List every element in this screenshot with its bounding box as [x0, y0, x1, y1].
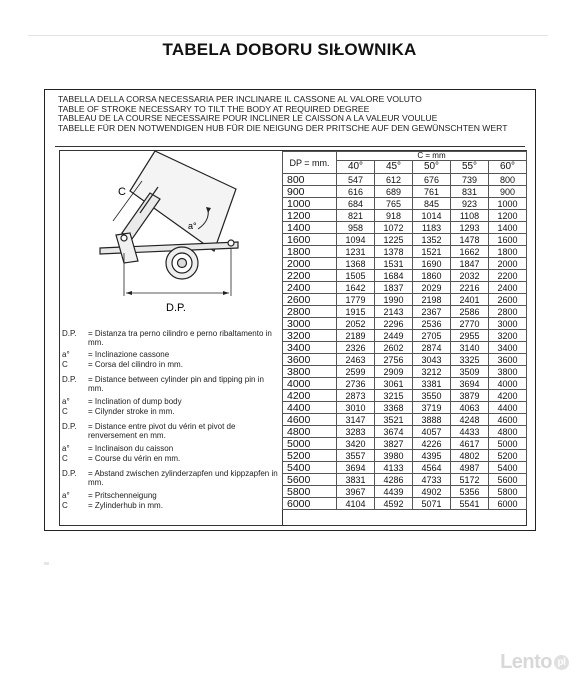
cylinder-pivot — [121, 235, 127, 241]
stroke-cell: 1600 — [489, 234, 527, 246]
stroke-cell: 800 — [489, 174, 527, 186]
stroke-cell: 3694 — [451, 378, 489, 390]
stroke-cell: 900 — [489, 186, 527, 198]
stroke-cell: 1690 — [413, 258, 451, 270]
stroke-cell: 2463 — [337, 354, 375, 366]
table-row — [283, 486, 527, 498]
tipper-diagram — [60, 151, 282, 327]
stroke-cell: 4617 — [451, 438, 489, 450]
stroke-cell: 4395 — [413, 450, 451, 462]
stroke-cell: 5172 — [451, 474, 489, 486]
dp-cell: 4200 — [283, 390, 337, 402]
stroke-cell: 4104 — [337, 498, 375, 510]
stroke-cell: 2600 — [489, 294, 527, 306]
angle-header-cell: 45° — [375, 161, 413, 174]
stroke-cell: 1378 — [375, 246, 413, 258]
stroke-cell: 2000 — [489, 258, 527, 270]
table-row — [283, 414, 527, 426]
dp-cell: 3400 — [283, 342, 337, 354]
stroke-cell: 1072 — [375, 222, 413, 234]
stroke-cell: 3550 — [413, 390, 451, 402]
stroke-cell: 3557 — [337, 450, 375, 462]
table-row — [283, 258, 527, 270]
stroke-cell: 1505 — [337, 270, 375, 282]
stroke-cell: 4800 — [489, 426, 527, 438]
stroke-cell: 918 — [375, 210, 413, 222]
watermark-logo: Lento pl — [500, 651, 569, 674]
stroke-cell: 1108 — [451, 210, 489, 222]
stroke-table — [282, 151, 527, 510]
stroke-cell: 2705 — [413, 330, 451, 342]
stroke-cell: 4733 — [413, 474, 451, 486]
stroke-cell: 1352 — [413, 234, 451, 246]
stroke-cell: 547 — [337, 174, 375, 186]
table-row — [283, 234, 527, 246]
stroke-cell: 4802 — [451, 450, 489, 462]
dp-cell: 3200 — [283, 330, 337, 342]
stroke-cell: 616 — [337, 186, 375, 198]
stroke-cell: 2955 — [451, 330, 489, 342]
dp-cell: 3600 — [283, 354, 337, 366]
stroke-cell: 3147 — [337, 414, 375, 426]
table-row — [283, 366, 527, 378]
stroke-cell: 5000 — [489, 438, 527, 450]
stroke-cell: 4133 — [375, 462, 413, 474]
stroke-cell: 2909 — [375, 366, 413, 378]
dp-cell: 5600 — [283, 474, 337, 486]
stroke-cell: 3694 — [337, 462, 375, 474]
stroke-cell: 4226 — [413, 438, 451, 450]
stroke-cell: 1368 — [337, 258, 375, 270]
stroke-cell: 1915 — [337, 306, 375, 318]
dp-cell: 3800 — [283, 366, 337, 378]
stroke-cell: 4286 — [375, 474, 413, 486]
stroke-cell: 2326 — [337, 342, 375, 354]
stroke-cell: 3827 — [375, 438, 413, 450]
angle-header-cell: 40° — [337, 161, 375, 174]
table-row — [283, 462, 527, 474]
stroke-cell: 2032 — [451, 270, 489, 282]
stroke-cell: 2599 — [337, 366, 375, 378]
stroke-cell: 923 — [451, 198, 489, 210]
stroke-cell: 3061 — [375, 378, 413, 390]
stroke-cell: 2536 — [413, 318, 451, 330]
stroke-cell: 2770 — [451, 318, 489, 330]
stroke-cell: 761 — [413, 186, 451, 198]
header-divider — [55, 146, 525, 147]
stroke-cell: 3719 — [413, 402, 451, 414]
stroke-cell: 3831 — [337, 474, 375, 486]
header-line-en: TABLE OF STROKE NECESSARY TO TILT THE BODY AT REQUIRED DEGREE — [58, 104, 370, 114]
label-angle: a° — [188, 221, 197, 231]
stroke-cell: 1521 — [413, 246, 451, 258]
top-divider — [28, 35, 548, 36]
stroke-cell: 5400 — [489, 462, 527, 474]
stroke-cell: 3283 — [337, 426, 375, 438]
page-speck — [44, 562, 49, 565]
stroke-cell: 3215 — [375, 390, 413, 402]
dp-cell: 5000 — [283, 438, 337, 450]
stroke-cell: 3325 — [451, 354, 489, 366]
stroke-cell: 5541 — [451, 498, 489, 510]
stroke-cell: 1225 — [375, 234, 413, 246]
table-row — [283, 330, 527, 342]
stroke-cell: 1642 — [337, 282, 375, 294]
stroke-cell: 3043 — [413, 354, 451, 366]
stroke-cell: 3010 — [337, 402, 375, 414]
table-row — [283, 390, 527, 402]
stroke-cell: 3400 — [489, 342, 527, 354]
stroke-cell: 2198 — [413, 294, 451, 306]
page-title: TABELA DOBORU SIŁOWNIKA — [162, 40, 417, 59]
stroke-cell: 2296 — [375, 318, 413, 330]
stroke-cell: 4987 — [451, 462, 489, 474]
stroke-cell: 831 — [451, 186, 489, 198]
stroke-cell: 1000 — [489, 198, 527, 210]
stroke-cell: 684 — [337, 198, 375, 210]
stroke-cell: 3212 — [413, 366, 451, 378]
dp-cell: 2000 — [283, 258, 337, 270]
stroke-cell: 4600 — [489, 414, 527, 426]
stroke-cell: 2874 — [413, 342, 451, 354]
table-row — [283, 186, 527, 198]
table-row — [283, 222, 527, 234]
table-row — [283, 270, 527, 282]
dp-cell: 5400 — [283, 462, 337, 474]
stroke-cell: 4063 — [451, 402, 489, 414]
stroke-cell: 3980 — [375, 450, 413, 462]
stroke-cell: 3420 — [337, 438, 375, 450]
dp-cell: 1600 — [283, 234, 337, 246]
stroke-cell: 5356 — [451, 486, 489, 498]
stroke-cell: 1200 — [489, 210, 527, 222]
stroke-cell: 2449 — [375, 330, 413, 342]
tipping-pivot — [228, 240, 234, 246]
dp-cell: 1200 — [283, 210, 337, 222]
dp-cell: 800 — [283, 174, 337, 186]
dp-column-header: DP = mm. — [283, 152, 337, 174]
diagram-pane: C a° D.P. D.P. = Distanza tra perno cilindro e perno ribaltamento in mm. a° = Inclinazione cassone C = Corsa del cilindro in mm. D.P. = Distance between cylinder pin and tipping pin in mm. a° = Inclination of dump body C = Cilynder stroke in mm. D.P. = Distance entre pivot du vérin et pivot de renversement en mm. a° = Inclinaison du caisson C = Course du vérin en mm. D.P. = Abstand zwischen zylinderzapfen und kippzapfen in mm. a° = Pritschenneigung C = Zylinderhub in mm. — [60, 151, 283, 525]
stroke-cell: 2189 — [337, 330, 375, 342]
table-row — [283, 342, 527, 354]
stroke-cell: 5600 — [489, 474, 527, 486]
stroke-cell: 1293 — [451, 222, 489, 234]
stroke-cell: 4400 — [489, 402, 527, 414]
stroke-cell: 3368 — [375, 402, 413, 414]
dp-cell: 5200 — [283, 450, 337, 462]
table-row — [283, 306, 527, 318]
table-row — [283, 294, 527, 306]
stroke-cell: 3674 — [375, 426, 413, 438]
table-row — [283, 474, 527, 486]
stroke-cell: 4592 — [375, 498, 413, 510]
table-header-text — [58, 95, 528, 133]
dp-cell: 1800 — [283, 246, 337, 258]
document-frame — [44, 89, 536, 531]
stroke-cell: 958 — [337, 222, 375, 234]
stroke-cell: 4902 — [413, 486, 451, 498]
stroke-cell: 2400 — [489, 282, 527, 294]
label-dp: D.P. — [166, 302, 186, 314]
table-row — [283, 198, 527, 210]
stroke-cell: 3800 — [489, 366, 527, 378]
stroke-cell: 2200 — [489, 270, 527, 282]
stroke-cell: 612 — [375, 174, 413, 186]
stroke-cell: 1014 — [413, 210, 451, 222]
dp-cell: 4400 — [283, 402, 337, 414]
stroke-cell: 2143 — [375, 306, 413, 318]
stroke-cell: 1478 — [451, 234, 489, 246]
angle-header-cell: 50° — [413, 161, 451, 174]
stroke-cell: 2736 — [337, 378, 375, 390]
table-row — [283, 378, 527, 390]
stroke-cell: 676 — [413, 174, 451, 186]
table-body — [283, 174, 527, 510]
stroke-cell: 1684 — [375, 270, 413, 282]
stroke-cell: 2800 — [489, 306, 527, 318]
stroke-cell: 3967 — [337, 486, 375, 498]
stroke-cell: 1400 — [489, 222, 527, 234]
stroke-cell: 4000 — [489, 378, 527, 390]
stroke-cell: 1094 — [337, 234, 375, 246]
stroke-cell: 2873 — [337, 390, 375, 402]
stroke-cell: 689 — [375, 186, 413, 198]
label-c: C — [118, 186, 126, 198]
stroke-cell: 3509 — [451, 366, 489, 378]
stroke-cell: 3140 — [451, 342, 489, 354]
stroke-cell: 3600 — [489, 354, 527, 366]
stroke-cell: 4439 — [375, 486, 413, 498]
table-row — [283, 498, 527, 510]
dp-cell: 1400 — [283, 222, 337, 234]
dp-cell: 4600 — [283, 414, 337, 426]
stroke-cell: 1847 — [451, 258, 489, 270]
stroke-cell: 4057 — [413, 426, 451, 438]
dp-cell: 4000 — [283, 378, 337, 390]
table-row — [283, 438, 527, 450]
stroke-cell: 3000 — [489, 318, 527, 330]
dp-cell: 2800 — [283, 306, 337, 318]
table-area — [59, 150, 527, 526]
stroke-cell: 1860 — [413, 270, 451, 282]
dp-cell: 2400 — [283, 282, 337, 294]
stroke-cell: 4200 — [489, 390, 527, 402]
dp-cell: 2200 — [283, 270, 337, 282]
dp-cell: 900 — [283, 186, 337, 198]
stroke-cell: 2586 — [451, 306, 489, 318]
stroke-cell: 3381 — [413, 378, 451, 390]
dp-cell: 1000 — [283, 198, 337, 210]
stroke-cell: 3200 — [489, 330, 527, 342]
dp-cell: 2600 — [283, 294, 337, 306]
stroke-cell: 4564 — [413, 462, 451, 474]
stroke-cell: 739 — [451, 174, 489, 186]
stroke-cell: 2367 — [413, 306, 451, 318]
table-row — [283, 174, 527, 186]
stroke-cell: 2401 — [451, 294, 489, 306]
stroke-cell: 765 — [375, 198, 413, 210]
stroke-cell: 2216 — [451, 282, 489, 294]
stroke-cell: 1231 — [337, 246, 375, 258]
stroke-cell: 1183 — [413, 222, 451, 234]
stroke-cell: 2029 — [413, 282, 451, 294]
hydraulic-cylinder — [122, 193, 160, 239]
header-line-it: TABELLA DELLA CORSA NECESSARIA PER INCLINARE IL CASSONE AL VALORE VOLUTO — [58, 95, 422, 104]
stroke-cell: 1837 — [375, 282, 413, 294]
angle-header-cell: 55° — [451, 161, 489, 174]
table-row — [283, 246, 527, 258]
dp-cell: 3000 — [283, 318, 337, 330]
stroke-cell: 3879 — [451, 390, 489, 402]
stroke-cell: 2602 — [375, 342, 413, 354]
table-row — [283, 282, 527, 294]
stroke-cell: 6000 — [489, 498, 527, 510]
stroke-cell: 821 — [337, 210, 375, 222]
stroke-cell: 1990 — [375, 294, 413, 306]
table-row — [283, 402, 527, 414]
stroke-cell: 2756 — [375, 354, 413, 366]
table-row — [283, 210, 527, 222]
stroke-cell: 5071 — [413, 498, 451, 510]
angle-header-cell: 60° — [489, 161, 527, 174]
stroke-cell: 1779 — [337, 294, 375, 306]
table-row — [283, 426, 527, 438]
stroke-cell: 3888 — [413, 414, 451, 426]
stroke-cell: 4433 — [451, 426, 489, 438]
table-row — [283, 450, 527, 462]
dp-cell: 5800 — [283, 486, 337, 498]
watermark-badge: pl — [554, 655, 569, 670]
stroke-cell: 1662 — [451, 246, 489, 258]
stroke-cell: 5800 — [489, 486, 527, 498]
table-row — [283, 354, 527, 366]
stroke-cell: 845 — [413, 198, 451, 210]
header-line-fr: TABLEAU DE LA COURSE NECESSAIRE POUR INCLINER LE CAISSON A LA VALEUR VOULUE — [58, 114, 438, 124]
header-line-de: TABELLE FÜR DEN NOTWENDIGEN HUB FÜR DIE NEIGUNG DER PRITSCHE AUF DEN GEWÜNSCHTEN WERT — [58, 123, 508, 133]
stroke-cell: 1800 — [489, 246, 527, 258]
stroke-cell: 2052 — [337, 318, 375, 330]
stroke-cell: 1531 — [375, 258, 413, 270]
stroke-cell: 5200 — [489, 450, 527, 462]
stroke-cell: 4248 — [451, 414, 489, 426]
c-column-header: C = mm — [337, 152, 527, 161]
table-row — [283, 318, 527, 330]
dp-cell: 4800 — [283, 426, 337, 438]
stroke-cell: 3521 — [375, 414, 413, 426]
dp-cell: 6000 — [283, 498, 337, 510]
